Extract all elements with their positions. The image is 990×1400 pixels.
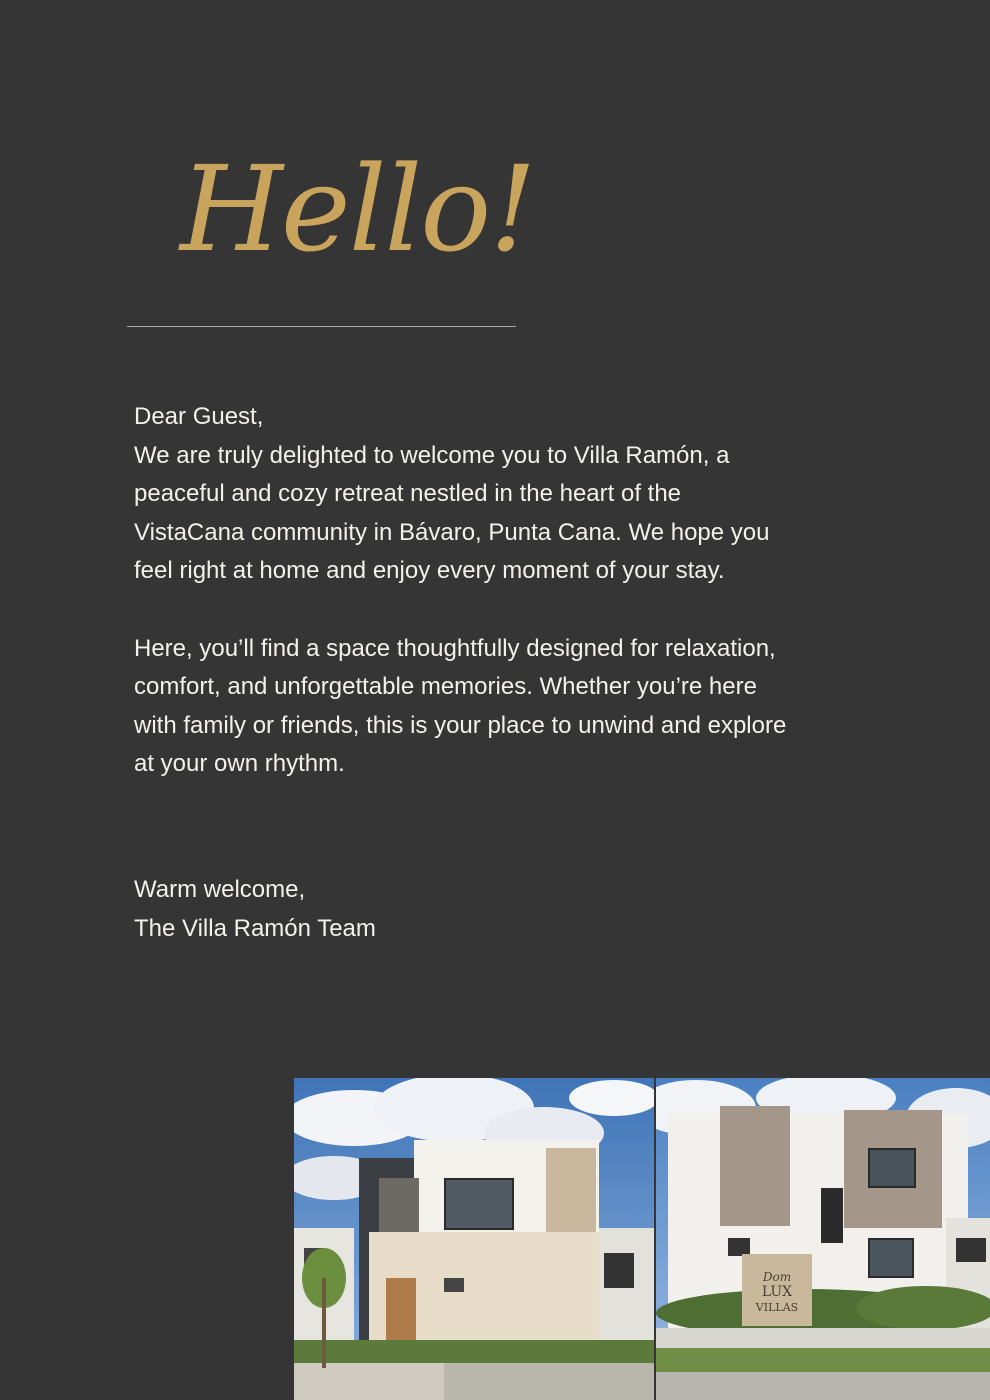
welcome-letter — [134, 398, 874, 948]
heading-divider — [127, 326, 516, 327]
villa-photo-sign — [656, 1078, 990, 1400]
paragraph-2-line-4: at your own rhythm. — [134, 750, 345, 778]
villa-photo-front — [294, 1078, 654, 1400]
hello-heading: Hello! — [180, 140, 535, 278]
closing: Warm welcome, — [134, 875, 306, 903]
svg-text:Dom: Dom — [762, 1270, 792, 1284]
salutation: Dear Guest, — [134, 403, 264, 430]
paragraph-1-line-4: feel right at home and enjoy every moment of your stay. — [134, 557, 725, 585]
paragraph-1-line-2: peaceful and cozy retreat nestled in the heart of the — [134, 480, 682, 508]
paragraph-1-line-1: We are truly delighted to welcome you to Villa Ramón, a — [134, 441, 730, 469]
signature: The Villa Ramón Team — [134, 914, 376, 942]
svg-text:VILLAS: VILLAS — [755, 1301, 799, 1314]
paragraph-2-line-3: with family or friends, this is your place to unwind and explore — [134, 711, 787, 739]
paragraph-1-line-3: VistaCana community in Bávaro, Punta Cana. We hope you — [134, 518, 770, 546]
svg-text:LUX: LUX — [761, 1284, 793, 1300]
paragraph-2-line-2: comfort, and unforgettable memories. Whether you’re here — [134, 673, 757, 701]
paragraph-2-line-1: Here, you’ll find a space thoughtfully designed for relaxation, — [134, 634, 776, 662]
